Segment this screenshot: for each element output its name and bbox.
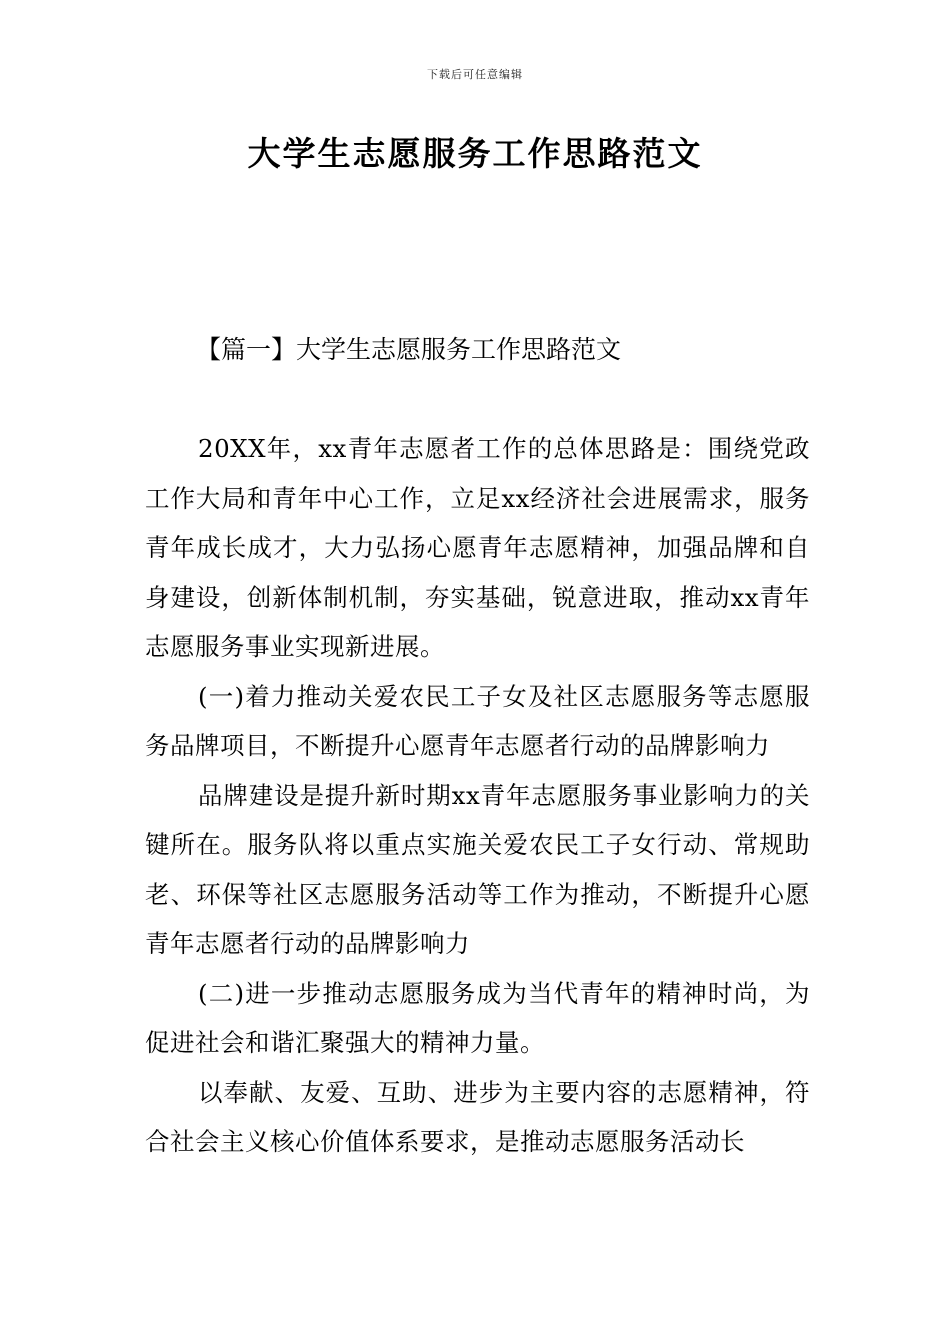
body-text <box>145 424 810 1167</box>
paragraph-volunteer-spirit: 以奉献、友爱、互助、进步为主要内容的志愿精神，符合社会主义核心价值体系要求，是推动志愿服务活动长 <box>145 1077 810 1156</box>
document-title: 大学生志愿服务工作思路范文 <box>247 134 703 173</box>
paragraph-brand-building: 品牌建设是提升新时期xx青年志愿服务事业影响力的关键所在。服务队将以重点实施关爱农民工子女行动、常规助老、环保等社区志愿服务活动等工作为推动，不断提升心愿青年志愿者行动的品牌影响力 <box>145 780 810 958</box>
header-note: 下载后可任意编辑 <box>427 68 523 81</box>
paragraph-intro: 20XX年，xx青年志愿者工作的总体思路是：围绕党政工作大局和青年中心工作，立足xx经济社会进展需求，服务青年成长成才，大力弘扬心愿青年志愿精神，加强品牌和自身建设，创新体制机制，夯实基础，锐意进取，推动xx青年志愿服务事业实现新进展。 <box>145 434 810 661</box>
paragraph-item-two-heading: (二)进一步推动志愿服务成为当代青年的精神时尚，为促进社会和谐汇聚强大的精神力量。 <box>145 978 810 1057</box>
paragraph-item-one-heading: (一)着力推动关爱农民工子女及社区志愿服务等志愿服务品牌项目，不断提升心愿青年志愿者行动的品牌影响力 <box>145 681 810 760</box>
section-heading: 【篇一】大学生志愿服务工作思路范文 <box>196 335 622 364</box>
